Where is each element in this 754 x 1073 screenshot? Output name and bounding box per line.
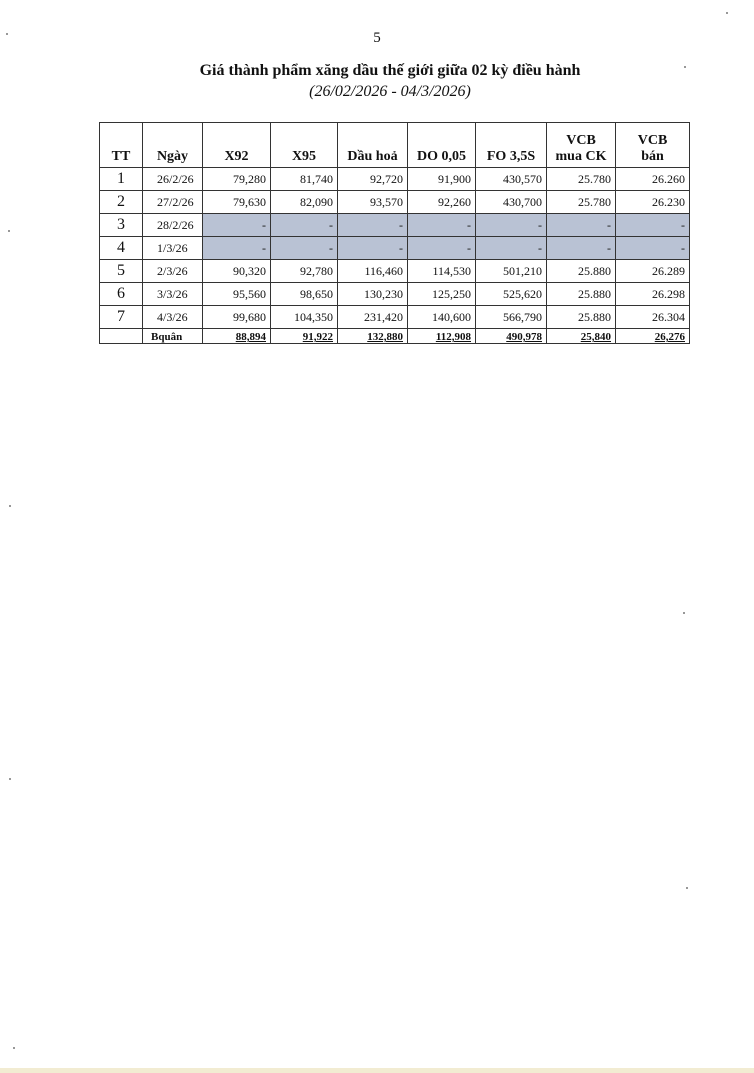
cell-vcb-buy: 25.780 [547,168,616,191]
scan-speck [686,887,688,889]
cell-date: 3/3/26 [143,283,203,306]
cell-do: - [408,237,476,260]
cell-tt: 2 [100,191,143,214]
avg-kerosene-value: 132,880 [367,331,403,343]
cell-vcb-buy: 25.880 [547,260,616,283]
cell-vcb-sell: 26.260 [616,168,690,191]
header-vcb-buy [547,123,616,168]
cell-tt: 6 [100,283,143,306]
cell-vcb-buy: - [547,237,616,260]
cell-x92: 90,320 [203,260,271,283]
avg-do [408,329,476,344]
cell-date: 26/2/26 [143,168,203,191]
cell-x95: 104,350 [271,306,338,329]
cell-x95: - [271,214,338,237]
table-row [100,283,690,306]
cell-vcb-sell: - [616,237,690,260]
cell-fo: 525,620 [476,283,547,306]
cell-do: 140,600 [408,306,476,329]
cell-kerosene: 231,420 [338,306,408,329]
header-vcb-buy-line1: VCB [566,133,596,148]
header-kerosene: Dầu hoả [338,123,408,168]
cell-tt: 3 [100,214,143,237]
table-row [100,306,690,329]
header-vcb-sell-line2: bán [641,149,664,164]
cell-do: - [408,214,476,237]
cell-fo: 430,570 [476,168,547,191]
header-date: Ngày [143,123,203,168]
cell-do: 91,900 [408,168,476,191]
cell-vcb-sell: 26.230 [616,191,690,214]
cell-vcb-buy: 25.880 [547,283,616,306]
cell-fo: 501,210 [476,260,547,283]
cell-x95: 98,650 [271,283,338,306]
avg-vcb-sell-value: 26,276 [654,331,685,343]
cell-kerosene: - [338,237,408,260]
header-vcb-sell [616,123,690,168]
table-row [100,168,690,191]
header-fo: FO 3,5S [476,123,547,168]
avg-fo [476,329,547,344]
cell-vcb-sell: 26.298 [616,283,690,306]
average-label: Bquân [143,329,203,344]
cell-tt: 1 [100,168,143,191]
cell-do: 114,530 [408,260,476,283]
avg-fo-value: 490,978 [506,331,542,343]
cell-x92: - [203,214,271,237]
cell-fo: - [476,214,547,237]
cell-x95: 81,740 [271,168,338,191]
cell-tt: 4 [100,237,143,260]
header-tt: TT [100,123,143,168]
cell-x92: 79,280 [203,168,271,191]
scan-speck [726,12,728,14]
cell-date: 4/3/26 [143,306,203,329]
cell-vcb-sell: - [616,214,690,237]
cell-vcb-sell: 26.289 [616,260,690,283]
page-number: 5 [373,30,381,46]
cell-x95: - [271,237,338,260]
cell-fo: - [476,237,547,260]
cell-x92: 79,630 [203,191,271,214]
cell-date: 28/2/26 [143,214,203,237]
cell-kerosene: 116,460 [338,260,408,283]
scan-edge-strip [0,1068,754,1073]
cell-tt: 7 [100,306,143,329]
cell-kerosene: - [338,214,408,237]
fuel-price-table [99,122,690,344]
cell-tt-empty [100,329,143,344]
avg-vcb-buy [547,329,616,344]
avg-x95 [271,329,338,344]
cell-tt: 5 [100,260,143,283]
scan-speck [13,1047,15,1049]
table-row [100,214,690,237]
header-do: DO 0,05 [408,123,476,168]
table-header-row [100,123,690,168]
avg-kerosene [338,329,408,344]
cell-vcb-sell: 26.304 [616,306,690,329]
cell-date: 2/3/26 [143,260,203,283]
table-row [100,191,690,214]
average-row [100,329,690,344]
cell-vcb-buy: - [547,214,616,237]
header-x95: X95 [271,123,338,168]
avg-vcb-sell [616,329,690,344]
table-row [100,260,690,283]
avg-x95-value: 91,922 [302,331,333,343]
scan-speck [8,230,10,232]
scan-speck [6,33,8,35]
cell-vcb-buy: 25.780 [547,191,616,214]
scan-speck [683,612,685,614]
cell-x92: 99,680 [203,306,271,329]
avg-x92 [203,329,271,344]
scan-speck [9,778,11,780]
cell-do: 92,260 [408,191,476,214]
avg-vcb-buy-value: 25,840 [580,331,611,343]
cell-x92: 95,560 [203,283,271,306]
scan-speck [684,66,686,68]
cell-x95: 92,780 [271,260,338,283]
header-x92: X92 [203,123,271,168]
document-subtitle: (26/02/2026 - 04/3/2026) [309,83,471,100]
cell-kerosene: 93,570 [338,191,408,214]
header-vcb-buy-line2: mua CK [555,149,607,164]
cell-do: 125,250 [408,283,476,306]
cell-fo: 430,700 [476,191,547,214]
avg-x92-value: 88,894 [235,331,266,343]
scan-speck [9,505,11,507]
cell-x95: 82,090 [271,191,338,214]
avg-do-value: 112,908 [435,331,471,343]
document-title: Giá thành phẩm xăng dầu thế giới giữa 02 kỳ điều hành [199,62,581,79]
header-vcb-sell-line1: VCB [637,133,668,148]
cell-date: 1/3/26 [143,237,203,260]
cell-vcb-buy: 25.880 [547,306,616,329]
cell-kerosene: 130,230 [338,283,408,306]
cell-date: 27/2/26 [143,191,203,214]
cell-x92: - [203,237,271,260]
cell-fo: 566,790 [476,306,547,329]
cell-kerosene: 92,720 [338,168,408,191]
table-row [100,237,690,260]
